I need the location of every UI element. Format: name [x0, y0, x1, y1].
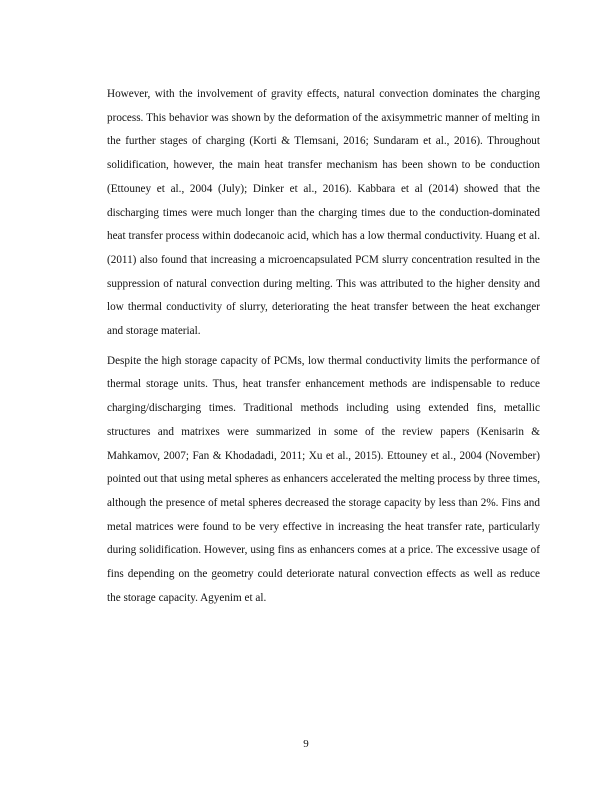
- paragraph-natural-convection: However, with the involvement of gravity effects, natural convection dominates the charging process. This behavior was shown by the deformation of the axisymmetric manner of melting in the further stages of charging (Korti & Tlemsani, 2016; Sundaram et al., 2016). Throughout solidification, however, the main heat transfer mechanism has been shown to be conduction (Ettouney et al., 2004 (July); Dinker et al., 2016). Kabbara et al (2014) showed that the discharging times were much longer than the charging times due to the conduction-dominated heat transfer process within dodecanoic acid, which has a low thermal conductivity. Huang et al. (2011) also found that increasing a microencapsulated PCM slurry concentration resulted in the suppression of natural convection during melting. This was attributed to the higher density and low thermal conductivity of slurry, deteriorating the heat transfer between the heat exchanger and storage material.: [107, 88, 540, 338]
- page-number: 9: [303, 738, 309, 750]
- body-text: [107, 83, 540, 610]
- paragraph-enhancement-methods: Despite the high storage capacity of PCMs, low thermal conductivity limits the performance of thermal storage units. Thus, heat transfer enhancement methods are indispensable to reduce charging/discharging times. Traditional methods including using extended fins, metallic structures and matrixes were summarized in some of the review papers (Kenisarin & Mahkamov, 2007; Fan & Khodadadi, 2011; Xu et al., 2015). Ettouney et al., 2004 (November) pointed out that using metal spheres as enhancers accelerated the melting process by three times, although the presence of metal spheres decreased the storage capacity by less than 2%. Fins and metal matrices were found to be very effective in increasing the heat transfer rate, particularly during solidification. However, using fins as enhancers comes at a price. The excessive usage of fins depending on the geometry could deteriorate natural convection effects as well as reduce the storage capacity. Agyenim et al.: [107, 354, 540, 604]
